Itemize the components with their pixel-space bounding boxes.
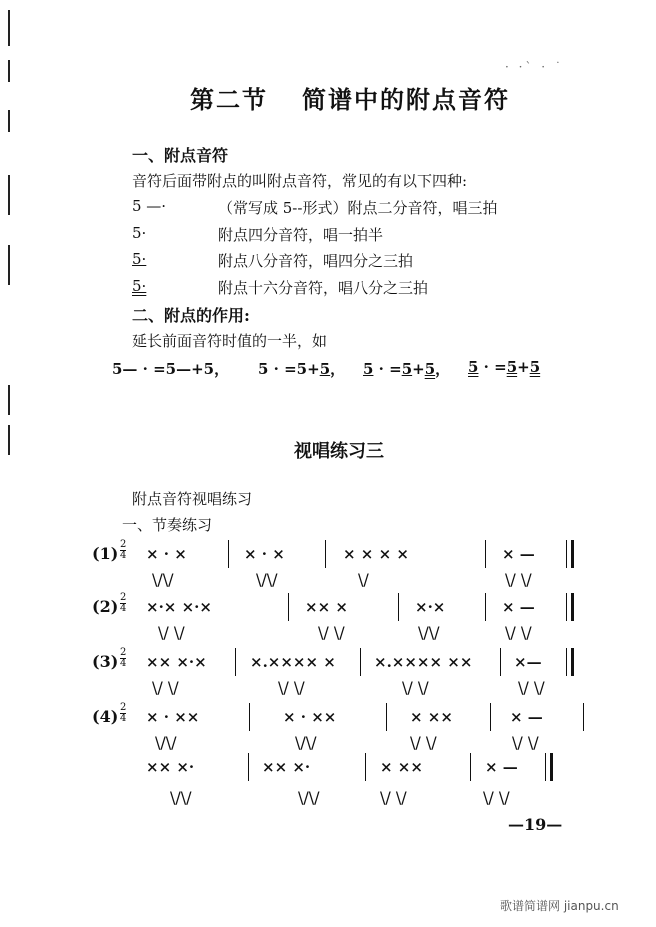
time-signature (120, 648, 126, 669)
example-part: 5 (468, 358, 479, 376)
row-label: (2) (92, 597, 119, 616)
dot-example-1: 5— · =5—+5， (112, 360, 230, 378)
barline (325, 540, 326, 568)
meter-num: 2 (120, 702, 127, 713)
example-part: 5 (424, 360, 436, 378)
barline (248, 753, 249, 781)
accent-marks: \/\/ (298, 788, 320, 807)
margin-line (8, 245, 10, 285)
accent-marks: \/ \/ (152, 678, 179, 697)
note-item-1 (132, 197, 166, 215)
time-signature (120, 593, 126, 614)
meter-den: 4 (120, 658, 127, 669)
margin-line (8, 110, 10, 132)
note-desc-4: 附点十六分音符，唱八分之三拍 (218, 279, 429, 297)
barline (583, 703, 584, 731)
section-heading-2: 二、附点的作用: (132, 306, 250, 325)
accent-marks: \/ \/ (318, 623, 345, 642)
meter-num: 2 (120, 539, 127, 550)
example-part: · = (373, 360, 402, 378)
accent-marks: \/ \/ (505, 623, 532, 642)
margin-line (8, 385, 10, 415)
accent-marks: \/\/ (152, 570, 174, 589)
page-number: —19— (508, 815, 563, 834)
margin-line (8, 175, 10, 215)
meter-den: 4 (120, 603, 127, 614)
accent-marks: \/ \/ (380, 788, 407, 807)
dot-example-4 (468, 358, 540, 376)
accent-marks: \/ \/ (410, 733, 437, 752)
measure: ×× ×· (146, 758, 195, 776)
page-title (190, 80, 510, 115)
accent-marks: \/\/ (155, 733, 177, 752)
final-barline (545, 753, 553, 781)
margin-line (8, 60, 10, 82)
barline (398, 593, 399, 621)
measure: × ×× (410, 708, 453, 726)
measure: ×× ×· (262, 758, 311, 776)
time-signature (120, 540, 126, 561)
accent-marks: \/\/ (418, 623, 440, 642)
note-symbol: 5· (132, 277, 147, 295)
measure: ×— (514, 653, 542, 671)
note-desc-1: （常写成 5--形式）附点二分音符，唱三拍 (218, 199, 498, 217)
measure: ×.×××× × (250, 653, 336, 671)
measure: × — (502, 598, 535, 616)
measure: ×× × (305, 598, 348, 616)
meter-num: 2 (120, 592, 127, 603)
final-barline (566, 540, 574, 568)
note-item-4 (132, 277, 146, 295)
example-part: + (412, 360, 425, 378)
accent-marks: \/ \/ (505, 570, 532, 589)
barline (485, 540, 486, 568)
measure: × · × (146, 545, 187, 563)
accent-marks: \/\/ (256, 570, 278, 589)
barline (228, 540, 229, 568)
example-part: 5 (363, 360, 374, 378)
accent-marks: \/ \/ (483, 788, 510, 807)
example-part: 5 · =5+ (258, 360, 320, 378)
barline (365, 753, 366, 781)
note-symbol: 5· (132, 250, 147, 268)
example-part: 5 (401, 360, 413, 378)
exercise-subtitle: 附点音符视唱练习 (132, 490, 253, 508)
title-section-number: 第二节 (190, 85, 268, 114)
accent-marks: \/ \/ (158, 623, 185, 642)
accent-marks: \/ \/ (402, 678, 429, 697)
barline (360, 648, 361, 676)
note-item-2 (132, 224, 146, 242)
final-barline (566, 648, 574, 676)
measure: ×·× (415, 598, 446, 616)
accent-marks: \/ \/ (512, 733, 539, 752)
barline (490, 703, 491, 731)
dot-example-3 (363, 358, 450, 379)
example-part: 5 (506, 358, 518, 376)
barline (235, 648, 236, 676)
barline (485, 593, 486, 621)
measure: × — (502, 545, 535, 563)
measure: × · ×× (146, 708, 200, 726)
note-item-3 (132, 250, 146, 268)
accent-marks: \/ (358, 570, 369, 589)
accent-marks: \/ \/ (278, 678, 305, 697)
row-label: (1) (92, 544, 119, 563)
barline (288, 593, 289, 621)
scan-speckle: · ·ˋ · ˙ (505, 60, 564, 74)
final-barline (566, 593, 574, 621)
barline (500, 648, 501, 676)
measure: ×× ×·× (146, 653, 207, 671)
note-desc-2: 附点四分音符，唱一拍半 (218, 226, 384, 244)
barline (249, 703, 250, 731)
dot-example-2 (258, 358, 345, 379)
watermark: 歌谱简谱网 jianpu.cn (500, 899, 619, 913)
example-part: 5 (319, 360, 331, 378)
accent-marks: \/\/ (170, 788, 192, 807)
measure: × · × (244, 545, 285, 563)
accent-marks: \/\/ (295, 733, 317, 752)
exercise-title: 视唱练习三 (294, 441, 384, 462)
meter-num: 2 (120, 647, 127, 658)
meter-den: 4 (120, 550, 127, 561)
margin-line (8, 10, 10, 46)
note-symbol: 5· (132, 224, 147, 242)
section-intro: 音符后面带附点的叫附点音符，常见的有以下四种: (132, 172, 468, 190)
measure: × ×× (380, 758, 423, 776)
measure: × — (510, 708, 543, 726)
example-part: + (517, 358, 530, 376)
example-part: 5 (529, 358, 541, 376)
example-part: ， (330, 360, 346, 378)
rhythm-heading: 一、节奏练习 (122, 516, 213, 534)
measure: × · ×× (283, 708, 337, 726)
measure: ×.×××× ×× (374, 653, 473, 671)
row-label: (3) (92, 652, 119, 671)
barline (470, 753, 471, 781)
example-part: ， (435, 360, 451, 378)
measure: × — (485, 758, 518, 776)
section-heading-1: 一、附点音符 (132, 146, 229, 165)
barline (386, 703, 387, 731)
title-text: 简谱中的附点音符 (302, 85, 510, 114)
measure: ×·× ×·× (146, 598, 212, 616)
measure: × × × × (343, 545, 409, 563)
example-part: · = (478, 358, 507, 376)
note-symbol: 5 —· (132, 197, 167, 215)
row-label: (4) (92, 707, 119, 726)
section-text: 延长前面音符时值的一半，如 (132, 332, 328, 350)
meter-den: 4 (120, 713, 127, 724)
accent-marks: \/ \/ (518, 678, 545, 697)
margin-line (8, 425, 10, 455)
time-signature (120, 703, 126, 724)
note-desc-3: 附点八分音符，唱四分之三拍 (218, 252, 414, 270)
